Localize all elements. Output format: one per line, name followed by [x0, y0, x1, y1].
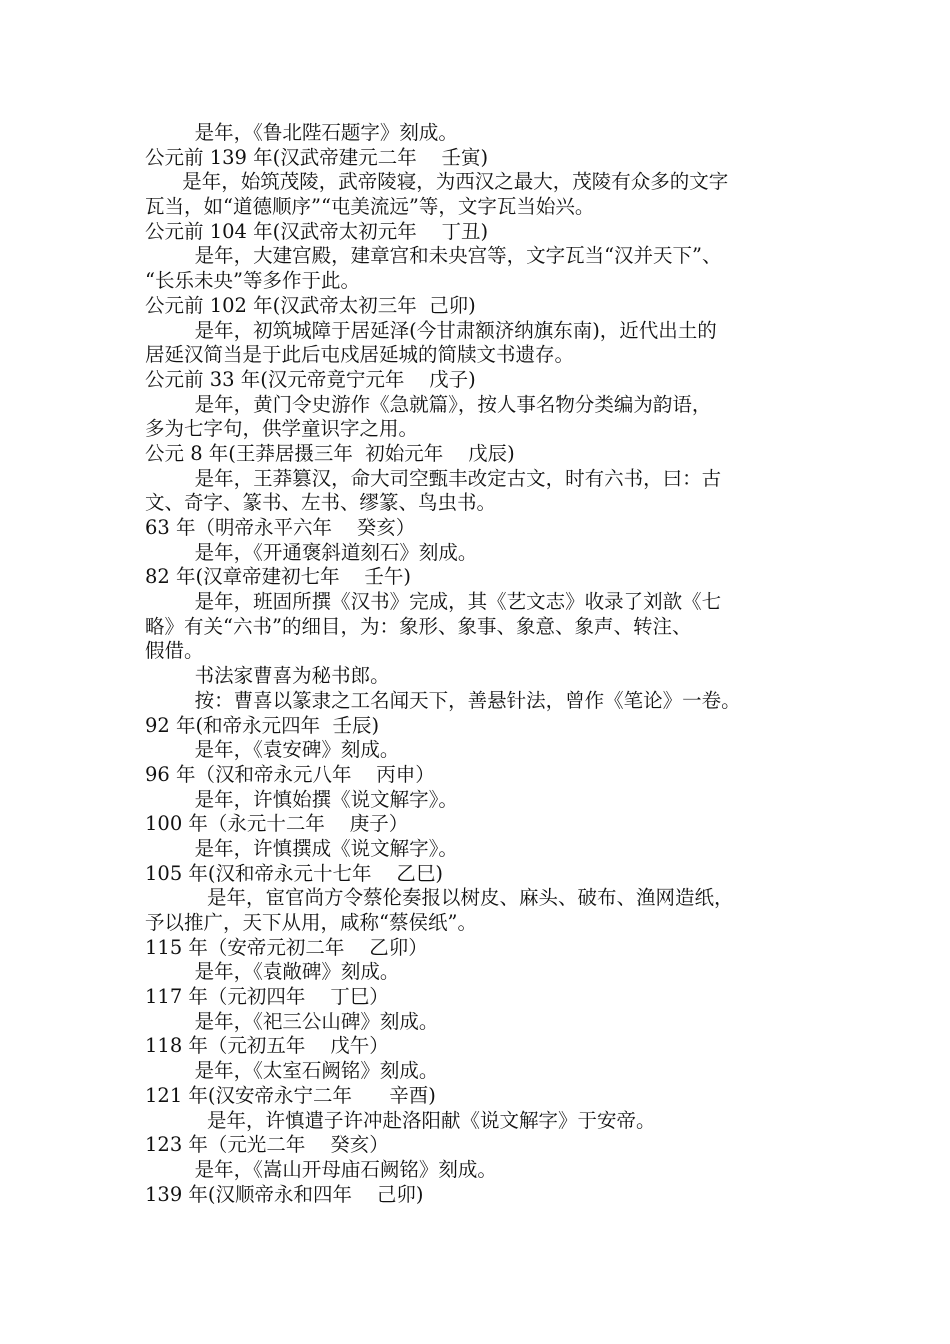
- text-line: 是年，宦官尚方令蔡伦奏报以树皮、麻头、破布、渔网造纸，: [145, 886, 734, 910]
- year-heading: 115 年（安帝元初二年 乙卯）: [145, 935, 428, 959]
- year-heading: 96 年（汉和帝永元八年 丙申）: [145, 762, 435, 786]
- year-heading: 公元前 33 年(汉元帝竟宁元年 戊子): [145, 367, 476, 391]
- year-heading: 公元前 102 年(汉武帝太初三年 己卯): [145, 293, 476, 317]
- text-line: 是年，《开通褒斜道刻石》刻成。: [145, 540, 478, 564]
- text-line: 书法家曹喜为秘书郎。: [145, 664, 390, 688]
- text-line: 予以推广，天下从用，咸称“蔡侯纸”。: [145, 911, 477, 934]
- text-line: 是年，《嵩山开母庙石阙铭》刻成。: [145, 1157, 497, 1181]
- text-line: 是年，许慎始撰《说文解字》。: [145, 787, 458, 811]
- text-line: 略》有关“六书”的细目，为：象形、象事、象意、象声、转注、: [145, 614, 692, 638]
- text-line: 是年，许慎遣子许冲赴洛阳献《说文解字》于安帝。: [145, 1108, 656, 1132]
- year-heading: 92 年(和帝永元四年 壬辰): [145, 713, 380, 737]
- text-line: 是年，大建宫殿，建章宫和未央宫等，文字瓦当“汉并天下”、: [145, 244, 722, 268]
- text-line: 是年，班固所撰《汉书》完成，其《艺文志》收录了刘歆《七: [145, 590, 722, 614]
- year-heading: 63 年（明帝永平六年 癸亥）: [145, 516, 416, 539]
- text-line: 是年，许慎撰成《说文解字》。: [145, 836, 458, 860]
- year-heading: 82 年(汉章帝建初七年 壬午): [145, 565, 412, 589]
- text-line: 按：曹喜以篆隶之工名闻天下，善悬针法，曾作《笔论》一卷。: [145, 688, 741, 712]
- year-heading: 100 年（永元十二年 庚子）: [145, 812, 409, 836]
- text-line: 是年，黄门令史游作《急就篇》，按人事名物分类编为韵语，: [145, 392, 712, 416]
- text-line: 假借。: [145, 639, 204, 663]
- text-line: 是年，始筑茂陵，武帝陵寝，为西汉之最大，茂陵有众多的文字: [145, 170, 729, 194]
- year-heading: 123 年（元光二年 癸亥）: [145, 1133, 389, 1157]
- text-line: 文、奇字、篆书、左书、缪篆、鸟虫书。: [145, 491, 497, 515]
- year-heading: 117 年（元初四年 丁巳）: [145, 985, 389, 1009]
- text-line: 是年，《鲁北陛石题字》刻成。: [145, 121, 458, 144]
- text-line: 是年，《太室石阙铭》刻成。: [145, 1059, 439, 1083]
- text-line: 是年，《祀三公山碑》刻成。: [145, 1009, 439, 1033]
- year-heading: 公元前 139 年(汉武帝建元二年 壬寅): [145, 145, 489, 169]
- text-line: 多为七字句，供学童识字之用。: [145, 417, 419, 441]
- year-heading: 118 年（元初五年 戊午）: [145, 1034, 389, 1058]
- year-heading: 公元 8 年(王莽居摄三年 初始元年 戊辰): [145, 441, 515, 465]
- text-line: 是年，《袁敞碑》刻成。: [145, 960, 400, 984]
- text-line: 是年，王莽篡汉，命大司空甄丰改定古文，时有六书，曰：古: [145, 466, 722, 490]
- text-line: 瓦当，如“道德顺序”“屯美流远”等，文字瓦当始兴。: [145, 195, 595, 219]
- year-heading: 121 年(汉安帝永宁二年 辛酉): [145, 1083, 436, 1107]
- year-heading: 105 年(汉和帝永元十七年 乙巳): [145, 861, 443, 885]
- text-line: 是年，初筑城障于居延泽(今甘肃额济纳旗东南)，近代出土的: [145, 318, 717, 342]
- text-line: “长乐未央”等多作于此。: [145, 269, 360, 293]
- chronology-text: [145, 121, 810, 1207]
- text-line: 居延汉简当是于此后屯戍居延城的简牍文书遗存。: [145, 343, 575, 367]
- year-heading: 139 年(汉顺帝永和四年 己卯): [145, 1182, 424, 1206]
- year-heading: 公元前 104 年(汉武帝太初元年 丁丑): [145, 219, 489, 243]
- text-line: 是年，《袁安碑》刻成。: [145, 738, 400, 762]
